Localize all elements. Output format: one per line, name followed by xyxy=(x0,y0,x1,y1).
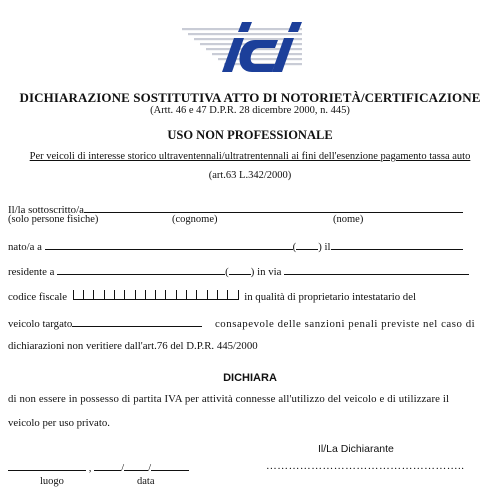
codice-fiscale-char-box[interactable] xyxy=(186,290,196,300)
targa-field[interactable] xyxy=(72,316,202,327)
codice-fiscale-row xyxy=(8,290,416,303)
section-heading: USO NON PROFESSIONALE xyxy=(167,128,333,142)
comune-residenza-field[interactable] xyxy=(57,264,225,275)
article-reference: (art.63 L.342/2000) xyxy=(208,170,292,181)
qualita-text: in qualità di proprietario intestatario del xyxy=(244,291,416,303)
codice-fiscale-char-box[interactable] xyxy=(196,290,206,300)
residente-row xyxy=(8,264,469,278)
anno-field[interactable] xyxy=(151,460,189,471)
codice-fiscale-char-box[interactable] xyxy=(145,290,155,300)
luogo-field[interactable] xyxy=(8,460,86,471)
dichiara-heading: DICHIARA xyxy=(223,372,277,384)
comma: , xyxy=(88,462,92,474)
paren-close: ) xyxy=(250,266,255,278)
codice-fiscale-char-box[interactable] xyxy=(114,290,124,300)
document-subtitle: (Artt. 46 e 47 D.P.R. 28 dicembre 2000, n. 445) xyxy=(150,105,350,116)
luogo-data-row xyxy=(8,460,189,474)
codice-fiscale-char-box[interactable] xyxy=(217,290,227,300)
data-label: data xyxy=(137,476,155,487)
via-field[interactable] xyxy=(284,264,469,275)
dichiara-line-2: veicolo per uso privato. xyxy=(8,417,110,429)
paren-open: ( xyxy=(225,266,229,278)
codice-fiscale-char-box[interactable] xyxy=(176,290,186,300)
mese-field[interactable] xyxy=(124,460,148,471)
codice-fiscale-char-box[interactable] xyxy=(124,290,134,300)
slash: / xyxy=(121,462,125,474)
sottoscritto-field[interactable] xyxy=(84,202,463,213)
codice-fiscale-char-box[interactable] xyxy=(135,290,145,300)
codice-fiscale-char-box[interactable] xyxy=(93,290,103,300)
codice-fiscale-char-box[interactable] xyxy=(73,290,83,300)
paren-open: ( xyxy=(292,241,297,253)
slash: / xyxy=(148,462,152,474)
provincia-residenza-field[interactable] xyxy=(229,264,251,275)
codice-fiscale-char-box[interactable] xyxy=(83,290,93,300)
signature-line[interactable]: …………………………………………….. xyxy=(266,460,465,472)
il-label: il xyxy=(324,241,331,253)
data-nascita-field[interactable] xyxy=(331,239,463,250)
codice-fiscale-boxes[interactable] xyxy=(73,290,239,303)
nato-label: nato/a a xyxy=(8,241,42,253)
residente-label: residente a xyxy=(8,266,55,278)
document-title: DICHIARAZIONE SOSTITUTIVA ATTO DI NOTORIETÀ/CERTIFICAZIONE xyxy=(19,90,481,105)
giorno-field[interactable] xyxy=(94,460,121,471)
dichiarante-label: Il/La Dichiarante xyxy=(318,443,394,455)
dichiarazioni-text: dichiarazioni non veritiere dall'art.76 del D.P.R. 445/2000 xyxy=(8,340,258,352)
codice-fiscale-char-box[interactable] xyxy=(155,290,165,300)
codice-fiscale-label: codice fiscale xyxy=(8,291,68,303)
luogo-label: luogo xyxy=(40,476,64,487)
solo-persone-fisiche-label: (solo persone fisiche) xyxy=(8,214,99,225)
luogo-nascita-field[interactable] xyxy=(45,239,293,250)
veicolo-row xyxy=(8,316,475,330)
paren-close: ) xyxy=(318,241,322,253)
consapevole-text: consapevole delle sanzioni penali previste nel caso di xyxy=(214,318,476,330)
cognome-label: (cognome) xyxy=(172,214,218,225)
provincia-nascita-field[interactable] xyxy=(296,239,318,250)
purpose-text: Per veicoli di interesse storico ultraventennali/ultratrentennali ai fini dell'esenzione pagamento tassa auto xyxy=(29,151,471,162)
nato-row xyxy=(8,239,463,253)
codice-fiscale-char-box[interactable] xyxy=(104,290,114,300)
codice-fiscale-char-box[interactable] xyxy=(227,290,238,300)
veicolo-targato-label: veicolo targato xyxy=(8,318,73,330)
sottoscritto-label: Il/la sottoscritto/a xyxy=(8,204,84,216)
codice-fiscale-char-box[interactable] xyxy=(165,290,175,300)
in-via-label: in via xyxy=(257,266,282,278)
nome-label: (nome) xyxy=(333,214,364,225)
codice-fiscale-char-box[interactable] xyxy=(207,290,217,300)
dichiara-line-1: di non essere in possesso di partita IVA per attività connesse all'utilizzo del veicolo e di utilizzare il xyxy=(8,393,450,405)
ici-logo xyxy=(182,18,310,76)
